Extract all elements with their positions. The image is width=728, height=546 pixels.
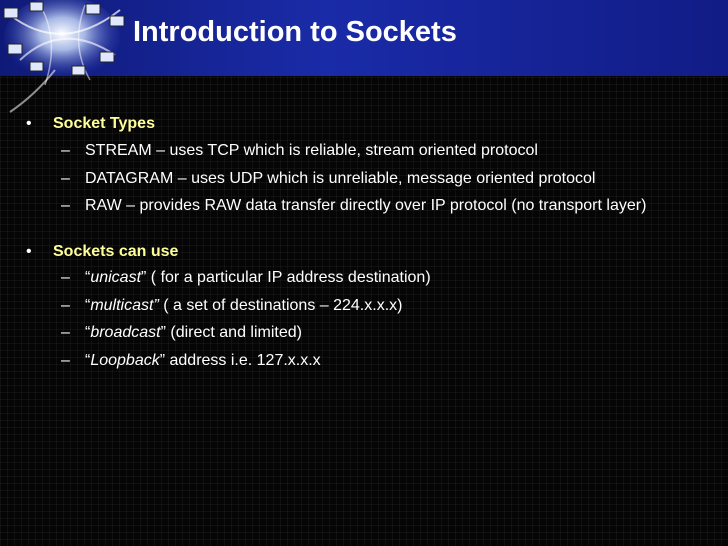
sub-marker: – — [61, 269, 70, 286]
sub-item-text: “unicast” ( for a particular IP address destination) — [85, 269, 431, 286]
sub-marker: – — [61, 170, 70, 187]
sub-marker: – — [61, 297, 70, 314]
sub-marker: – — [61, 197, 70, 214]
network-globe-icon — [0, 0, 140, 115]
bullet-marker: • — [26, 115, 32, 132]
sub-item-text: DATAGRAM – uses UDP which is unreliable, message oriented protocol — [85, 170, 596, 187]
slide-title: Introduction to Sockets — [133, 16, 457, 48]
sub-marker: – — [61, 352, 70, 369]
sub-item-text: “multicast” ( a set of destinations – 224.x.x.x) — [85, 297, 403, 314]
sub-marker: – — [61, 324, 70, 341]
bullet-label: Socket Types — [53, 115, 155, 132]
bullet-marker: • — [26, 243, 32, 260]
sub-item-text: “broadcast” (direct and limited) — [85, 324, 302, 341]
sub-item-text: “Loopback” address i.e. 127.x.x.x — [85, 352, 321, 369]
sub-marker: – — [61, 142, 70, 159]
sub-item-text: RAW – provides RAW data transfer directly over IP protocol (no transport layer) — [85, 197, 647, 214]
sub-item-text: STREAM – uses TCP which is reliable, stream oriented protocol — [85, 142, 538, 159]
bullet-label: Sockets can use — [53, 243, 179, 260]
